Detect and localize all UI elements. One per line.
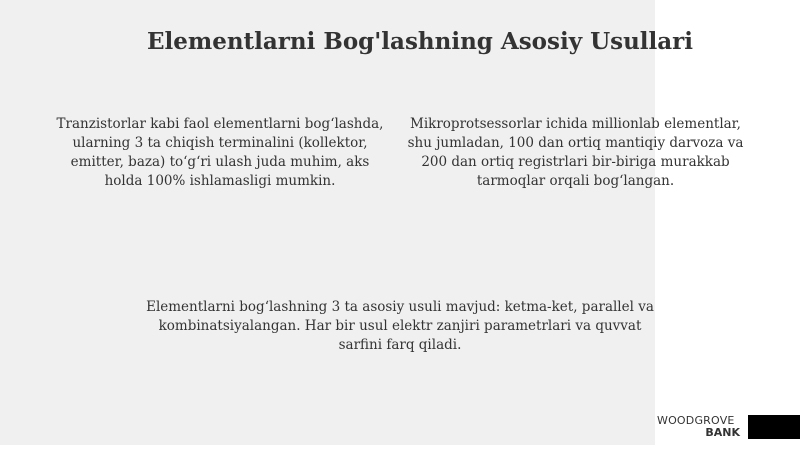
logo-line-1: WOODGROVE (657, 414, 735, 427)
slide-title: Elementlarni Bog'lashning Asosiy Usullari (146, 28, 694, 55)
woodgrove-bank-logo (657, 415, 747, 439)
logo-black-block (748, 415, 800, 439)
bottom-paragraph: Elementlarni bog‘lashning 3 ta asosiy usuli mavjud: ketma-ket, parallel va kombinatsiyalangan. Har bir usul elektr zanjiri parametrlari va quvvat sarfini farq qiladi. (146, 299, 654, 353)
right-paragraph: Mikroprotsessorlar ichida millionlab elementlar, shu jumladan, 100 dan ortiq mantiqiy darvoza va 200 dan ortiq registrlari bir-biriga murakkab tarmoqlar orqali bog‘langan. (407, 116, 744, 189)
logo-line-2: BANK (705, 426, 740, 439)
left-paragraph: Tranzistorlar kabi faol elementlarni bog‘lashda, ularning 3 ta chiqish terminalini (kollektor, emitter, baza) to‘g‘ri ulash juda muhim, aks holda 100% ishlamasligi mumkin. (56, 116, 384, 189)
